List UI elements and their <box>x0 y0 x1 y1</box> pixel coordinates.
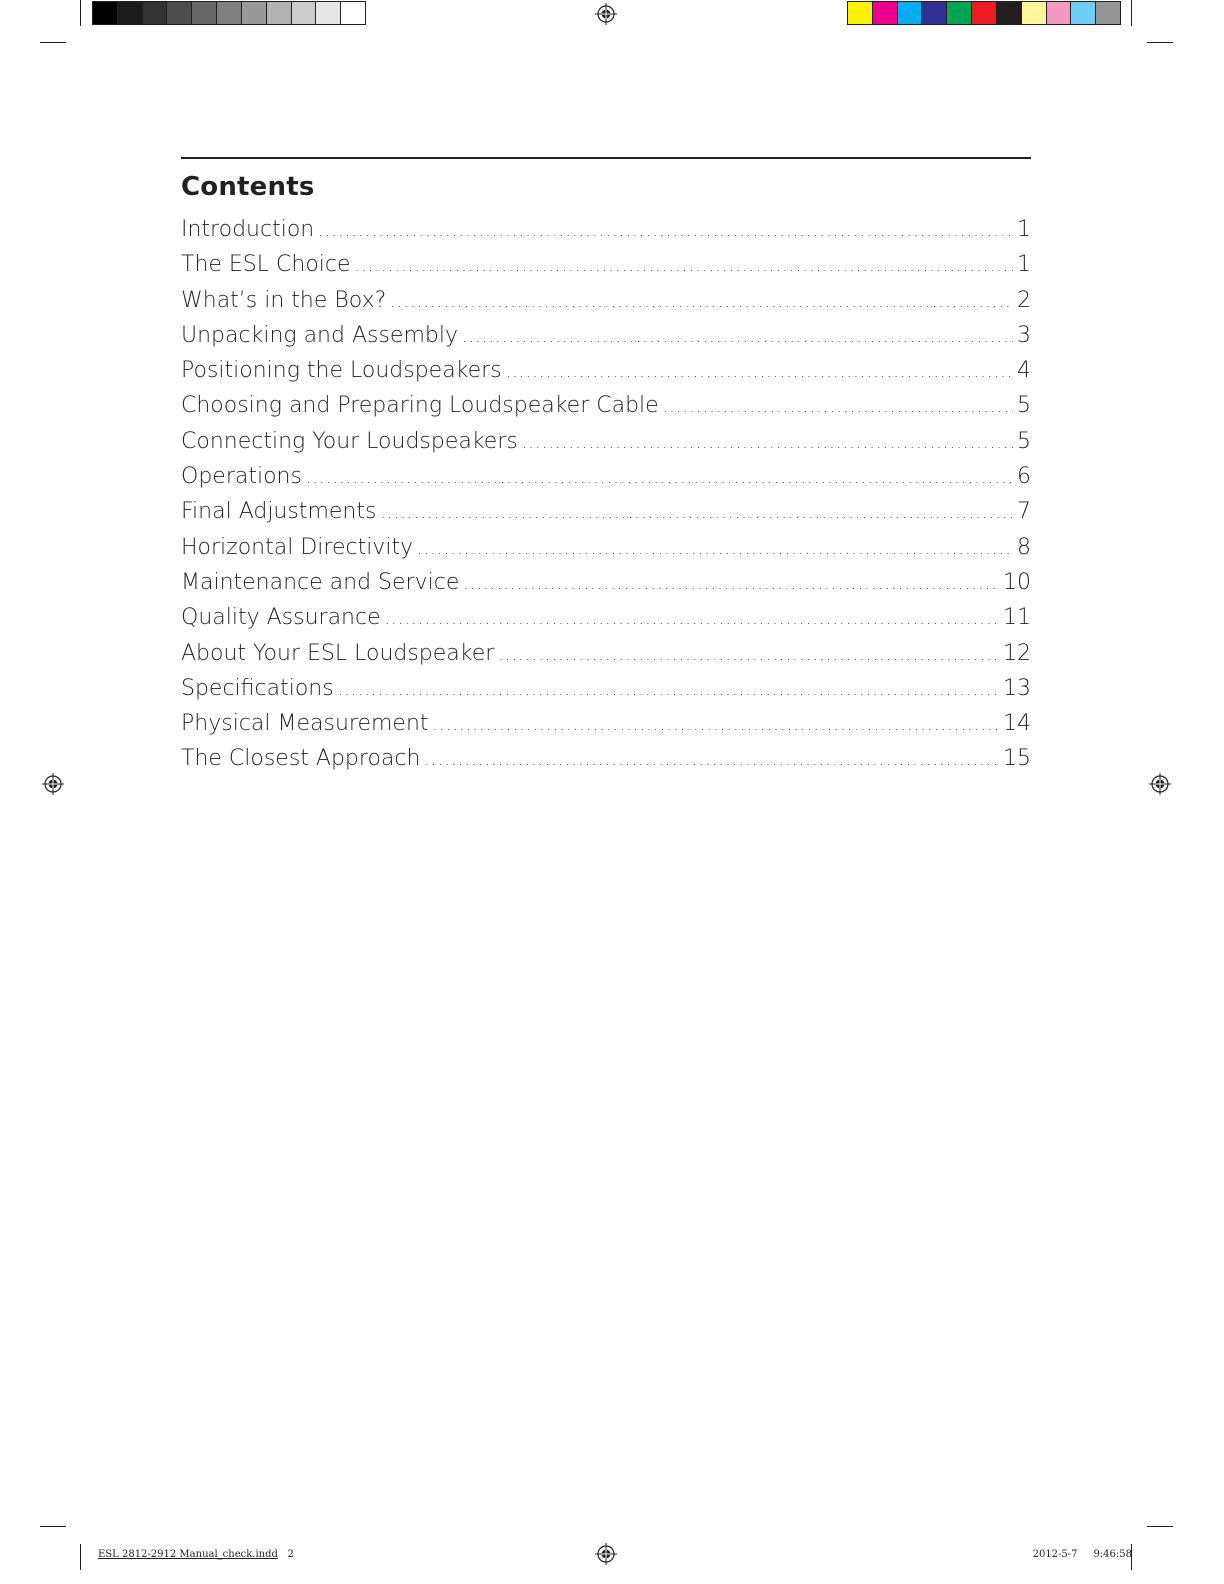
toc-dot-leader <box>506 354 1013 389</box>
toc-entry-page: 7 <box>1017 499 1031 525</box>
toc-dot-leader <box>417 531 1013 566</box>
toc-entry-title: What’s in the Box? <box>181 287 387 313</box>
toc-dot-leader <box>318 213 1013 248</box>
toc-dot-leader <box>433 707 999 742</box>
toc-dot-leader <box>306 460 1013 495</box>
table-of-contents <box>181 212 1031 777</box>
process-color-swatch <box>873 2 898 24</box>
slug-time: 9:46:58 <box>1093 1549 1132 1560</box>
toc-entry-title: Quality Assurance <box>181 605 381 631</box>
toc-entry-title: The ESL Choice <box>181 252 351 278</box>
process-color-swatch <box>1096 2 1120 24</box>
contents-heading: Contents <box>181 172 315 202</box>
crop-mark-top-right-horizontal <box>1147 42 1173 43</box>
toc-entry-title: The Closest Approach <box>181 746 421 772</box>
slug-timestamp <box>1033 1549 1132 1560</box>
toc-entry-quality-assurance[interactable] <box>181 600 1031 635</box>
process-color-swatch <box>997 2 1022 24</box>
gray-swatch <box>192 2 217 24</box>
crop-mark-top-right-vertical <box>1131 0 1132 26</box>
toc-entry-page: 5 <box>1017 393 1031 419</box>
toc-entry-physical-measurement[interactable] <box>181 706 1031 741</box>
toc-entry-page: 12 <box>1003 640 1031 666</box>
toc-entry-page: 1 <box>1017 252 1031 278</box>
toc-entry-page: 15 <box>1003 746 1031 772</box>
gray-swatch <box>118 2 143 24</box>
process-color-swatch <box>1071 2 1096 24</box>
toc-dot-leader <box>462 319 1013 354</box>
registration-mark-right-icon <box>1149 773 1171 795</box>
crop-mark-top-left-horizontal <box>40 42 66 43</box>
toc-entry-title: Positioning the Loudspeakers <box>181 358 502 384</box>
toc-entry-page: 10 <box>1003 569 1031 595</box>
registration-mark-bottom-icon <box>595 1543 617 1565</box>
registration-mark-left-icon <box>42 773 64 795</box>
slug-page-number: 2 <box>287 1549 294 1560</box>
toc-entry-page: 4 <box>1017 358 1031 384</box>
toc-dot-leader <box>463 566 999 601</box>
grayscale-color-bar <box>92 1 366 25</box>
toc-entry-title: Physical Measurement <box>181 711 429 737</box>
toc-entry-title: Connecting Your Loudspeakers <box>181 428 518 454</box>
toc-dot-leader <box>424 742 999 777</box>
toc-entry-title: Operations <box>181 464 302 490</box>
toc-dot-leader <box>498 637 999 672</box>
toc-entry-unpacking-and-assembly[interactable] <box>181 318 1031 353</box>
slug-file-info <box>98 1549 294 1560</box>
toc-entry-title: Choosing and Preparing Loudspeaker Cable <box>181 393 659 419</box>
toc-dot-leader <box>663 389 1013 424</box>
toc-dot-leader <box>522 425 1013 460</box>
toc-entry-title: Introduction <box>181 217 315 242</box>
toc-dot-leader <box>338 672 999 707</box>
gray-swatch <box>316 2 341 24</box>
toc-entry-title: Maintenance and Service <box>181 569 460 595</box>
gray-swatch <box>267 2 292 24</box>
gray-swatch <box>341 2 365 24</box>
toc-entry-title: Specifications <box>181 675 334 701</box>
toc-entry-whats-in-the-box[interactable] <box>181 283 1031 318</box>
toc-entry-horizontal-directivity[interactable] <box>181 530 1031 565</box>
slug-date: 2012-5-7 <box>1032 1549 1078 1560</box>
process-color-swatch <box>922 2 947 24</box>
gray-swatch <box>167 2 192 24</box>
registration-mark-top-icon <box>595 3 617 25</box>
toc-entry-page: 1 <box>1017 217 1031 242</box>
toc-entry-final-adjustments[interactable] <box>181 494 1031 529</box>
toc-entry-operations[interactable] <box>181 459 1031 494</box>
toc-entry-about[interactable] <box>181 636 1031 671</box>
slug-filename: ESL 2812-2912 Manual_check.indd <box>98 1549 278 1560</box>
toc-entry-loudspeaker-cable[interactable] <box>181 388 1031 423</box>
gray-swatch <box>93 2 118 24</box>
process-color-swatch <box>898 2 923 24</box>
crop-mark-top-left-vertical <box>80 0 81 26</box>
toc-entry-closest-approach[interactable] <box>181 741 1031 776</box>
gray-swatch <box>242 2 267 24</box>
contents-top-rule <box>181 157 1031 159</box>
toc-entry-page: 6 <box>1017 464 1031 490</box>
toc-dot-leader <box>390 284 1013 319</box>
crop-mark-bottom-left-vertical <box>80 1544 81 1570</box>
gray-swatch <box>143 2 168 24</box>
process-color-swatch <box>848 2 873 24</box>
toc-dot-leader <box>355 248 1013 283</box>
toc-entry-positioning[interactable] <box>181 353 1031 388</box>
process-color-bar <box>847 1 1121 25</box>
toc-entry-page: 3 <box>1017 322 1031 348</box>
toc-dot-leader <box>385 601 999 636</box>
toc-entry-specifications[interactable] <box>181 671 1031 706</box>
gray-swatch <box>292 2 317 24</box>
crop-mark-bottom-left-horizontal <box>40 1526 66 1527</box>
toc-dot-leader <box>380 495 1013 530</box>
toc-entry-page: 5 <box>1017 428 1031 454</box>
toc-entry-page: 11 <box>1003 605 1031 631</box>
toc-entry-introduction[interactable] <box>181 212 1031 247</box>
toc-entry-page: 13 <box>1003 675 1031 701</box>
toc-entry-title: Unpacking and Assembly <box>181 322 458 348</box>
toc-entry-title: About Your ESL Loudspeaker <box>181 640 495 666</box>
toc-entry-esl-choice[interactable] <box>181 247 1031 282</box>
process-color-swatch <box>1022 2 1047 24</box>
toc-entry-title: Final Adjustments <box>181 499 377 525</box>
toc-entry-title: Horizontal Directivity <box>181 534 414 560</box>
toc-entry-page: 2 <box>1017 287 1031 313</box>
process-color-swatch <box>1047 2 1072 24</box>
toc-entry-maintenance[interactable] <box>181 565 1031 600</box>
gray-swatch <box>217 2 242 24</box>
toc-entry-page: 8 <box>1017 534 1031 560</box>
crop-mark-bottom-right-horizontal <box>1147 1526 1173 1527</box>
toc-entry-connecting[interactable] <box>181 424 1031 459</box>
process-color-swatch <box>972 2 997 24</box>
toc-entry-page: 14 <box>1003 711 1031 737</box>
process-color-swatch <box>947 2 972 24</box>
